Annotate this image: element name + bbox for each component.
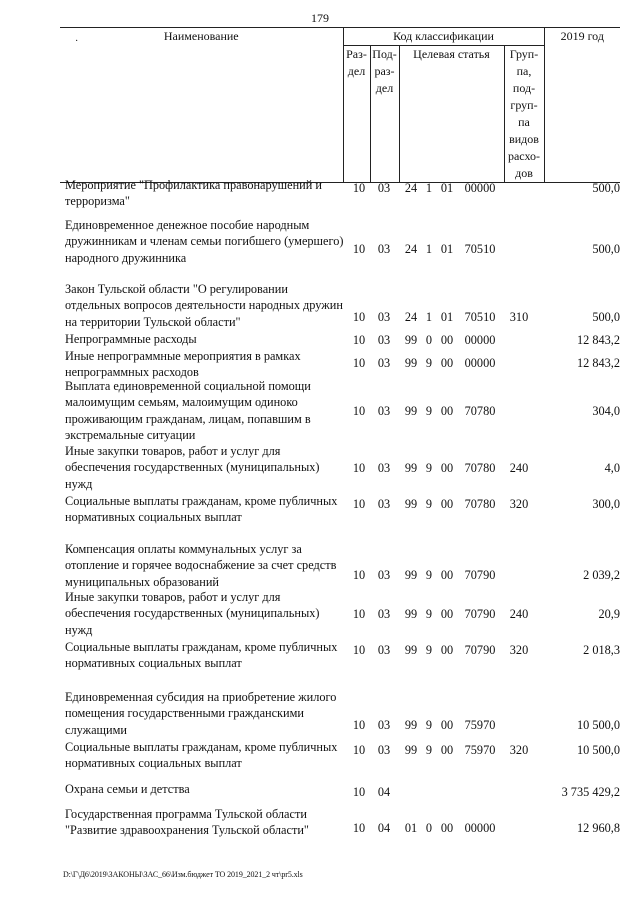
row-expense-group: 320 bbox=[509, 497, 529, 511]
row-name: Закон Тульской области "О регулировании отдельных вопросов деятельности народных дружин на территории Тульской области" bbox=[65, 282, 343, 329]
row-program: 01 bbox=[404, 821, 418, 835]
row-amount: 500,0 bbox=[592, 181, 620, 195]
row-program: 99 bbox=[404, 356, 418, 370]
row-program: 99 bbox=[404, 568, 418, 582]
header-name: Наименование bbox=[60, 28, 343, 183]
row-podrazdel: 03 bbox=[377, 718, 391, 732]
row-amount: 12 843,2 bbox=[576, 356, 620, 370]
row-podrazdel: 04 bbox=[377, 821, 391, 835]
row-direction: 70510 bbox=[464, 310, 496, 324]
table-row bbox=[65, 493, 620, 541]
row-amount: 2 039,2 bbox=[583, 568, 620, 582]
table-row bbox=[65, 739, 620, 781]
row-razdel: 10 bbox=[352, 568, 366, 582]
table-row bbox=[65, 331, 620, 348]
row-event: 00 bbox=[440, 643, 454, 657]
row-podrazdel: 03 bbox=[377, 310, 391, 324]
row-podrazdel: 03 bbox=[377, 568, 391, 582]
row-podrazdel: 03 bbox=[377, 356, 391, 370]
row-podrazdel: 03 bbox=[377, 181, 391, 195]
row-event: 00 bbox=[440, 568, 454, 582]
row-razdel: 10 bbox=[352, 743, 366, 757]
row-expense-group: 310 bbox=[509, 310, 529, 324]
row-direction: 70510 bbox=[464, 242, 496, 256]
page-number: 179 bbox=[311, 11, 329, 25]
row-subprogram: 9 bbox=[425, 743, 433, 757]
row-name: Социальные выплаты гражданам, кроме публичных нормативных социальных выплат bbox=[65, 740, 338, 771]
row-program: 99 bbox=[404, 607, 418, 621]
table-row bbox=[65, 217, 620, 281]
row-program: 99 bbox=[404, 643, 418, 657]
row-amount: 500,0 bbox=[592, 310, 620, 324]
row-amount: 300,0 bbox=[592, 497, 620, 511]
file-path-footer: D:\Г\Д6\2019\ЗАКОНЫ\ЗАС_66\Изм.бюджет ТО 2019_2021_2 чт\pr5.xls bbox=[63, 870, 303, 879]
row-expense-group: 320 bbox=[509, 643, 529, 657]
header-target: Целевая статья bbox=[399, 46, 504, 183]
row-name: Единовременное денежное пособие народным дружинникам и членам семьи погибшего (умершего) народного дружинника bbox=[65, 218, 344, 265]
row-name: Охрана семьи и детства bbox=[65, 782, 190, 796]
row-subprogram: 0 bbox=[425, 332, 433, 347]
row-amount: 4,0 bbox=[604, 461, 620, 475]
table-row bbox=[65, 639, 620, 689]
row-event: 00 bbox=[440, 607, 454, 621]
row-event: 00 bbox=[440, 497, 454, 511]
row-amount: 10 500,0 bbox=[576, 718, 620, 732]
row-razdel: 10 bbox=[352, 718, 366, 732]
row-subprogram: 1 bbox=[425, 181, 433, 195]
row-event: 00 bbox=[440, 403, 454, 418]
row-subprogram: 9 bbox=[425, 356, 433, 370]
row-direction: 75970 bbox=[464, 718, 496, 732]
row-razdel: 10 bbox=[352, 497, 366, 511]
row-name: Выплата единовременной социальной помощи малоимущим семьям, малоимущим одиноко проживающим гражданам, лицам, попавшим в экстремальные ситуации bbox=[65, 379, 311, 442]
row-podrazdel: 03 bbox=[377, 242, 391, 256]
row-subprogram: 9 bbox=[425, 607, 433, 621]
row-name: Государственная программа Тульской области "Развитие здравоохранения Тульской области" bbox=[65, 807, 309, 838]
row-amount: 2 018,3 bbox=[583, 643, 620, 657]
row-subprogram: 9 bbox=[425, 568, 433, 582]
row-program: 99 bbox=[404, 497, 418, 511]
row-amount: 12 960,8 bbox=[576, 821, 620, 835]
row-direction: 70790 bbox=[464, 607, 496, 621]
row-subprogram: 9 bbox=[425, 718, 433, 732]
row-amount: 12 843,2 bbox=[576, 332, 620, 347]
row-name: Социальные выплаты гражданам, кроме публичных нормативных социальных выплат bbox=[65, 494, 338, 525]
row-amount: 20,9 bbox=[598, 607, 620, 621]
row-subprogram: 9 bbox=[425, 643, 433, 657]
row-event: 01 bbox=[440, 310, 454, 324]
table-row bbox=[65, 781, 620, 806]
row-podrazdel: 03 bbox=[377, 607, 391, 621]
row-event: 01 bbox=[440, 242, 454, 256]
row-name: Непрограммные расходы bbox=[65, 332, 197, 346]
row-program: 99 bbox=[404, 718, 418, 732]
row-podrazdel: 03 bbox=[377, 643, 391, 657]
row-program: 24 bbox=[404, 181, 418, 195]
row-event: 00 bbox=[440, 718, 454, 732]
header-razdel: Раз- дел bbox=[343, 46, 370, 183]
row-name: Мероприятие "Профилактика правонарушений и терроризма" bbox=[65, 178, 322, 209]
row-event: 00 bbox=[440, 461, 454, 475]
table-row bbox=[65, 378, 620, 443]
row-podrazdel: 03 bbox=[377, 461, 391, 475]
row-subprogram: 9 bbox=[425, 497, 433, 511]
row-direction: 70780 bbox=[464, 497, 496, 511]
table-row bbox=[65, 177, 620, 217]
table-row bbox=[65, 689, 620, 739]
row-podrazdel: 03 bbox=[377, 332, 391, 347]
table-row bbox=[65, 443, 620, 493]
row-razdel: 10 bbox=[352, 181, 366, 195]
row-event: 01 bbox=[440, 181, 454, 195]
row-direction: 70790 bbox=[464, 568, 496, 582]
row-program: 99 bbox=[404, 332, 418, 347]
row-name: Компенсация оплаты коммунальных услуг за отопление и горячее водоснабжение за счет средств муниципальных образований bbox=[65, 542, 337, 589]
row-subprogram: 0 bbox=[425, 821, 433, 835]
header-year: 2019 год bbox=[544, 28, 620, 183]
row-subprogram: 9 bbox=[425, 461, 433, 475]
row-amount: 304,0 bbox=[592, 403, 620, 418]
row-program: 99 bbox=[404, 461, 418, 475]
row-direction: 70780 bbox=[464, 461, 496, 475]
row-name: Единовременная субсидия на приобретение жилого помещения государственными гражданскими служащими bbox=[65, 690, 337, 737]
row-razdel: 10 bbox=[352, 607, 366, 621]
row-direction: 70780 bbox=[464, 403, 496, 418]
row-podrazdel: 03 bbox=[377, 403, 391, 418]
row-name: Иные непрограммные мероприятия в рамках непрограммных расходов bbox=[65, 349, 301, 380]
row-event: 00 bbox=[440, 332, 454, 347]
row-direction: 00000 bbox=[464, 181, 496, 195]
header-code: Код классификации bbox=[343, 28, 544, 46]
table-row bbox=[65, 806, 620, 842]
row-razdel: 10 bbox=[352, 643, 366, 657]
row-expense-group: 240 bbox=[509, 607, 529, 621]
row-event: 00 bbox=[440, 821, 454, 835]
row-expense-group: 320 bbox=[509, 743, 529, 757]
row-direction: 00000 bbox=[464, 356, 496, 370]
header-group: Груп- па, под- груп- па видов расхо- дов bbox=[504, 46, 544, 183]
row-event: 00 bbox=[440, 743, 454, 757]
row-podrazdel: 04 bbox=[377, 785, 391, 799]
table-row bbox=[65, 541, 620, 589]
row-direction: 00000 bbox=[464, 821, 496, 835]
row-event: 00 bbox=[440, 356, 454, 370]
row-amount: 3 735 429,2 bbox=[561, 785, 620, 799]
scan-marker: · bbox=[75, 36, 79, 47]
table-row bbox=[65, 281, 620, 331]
row-subprogram: 9 bbox=[425, 403, 433, 418]
row-program: 24 bbox=[404, 310, 418, 324]
row-razdel: 10 bbox=[352, 242, 366, 256]
table-row bbox=[65, 348, 620, 378]
row-podrazdel: 03 bbox=[377, 743, 391, 757]
row-amount: 500,0 bbox=[592, 242, 620, 256]
row-direction: 75970 bbox=[464, 743, 496, 757]
row-direction: 70790 bbox=[464, 643, 496, 657]
row-razdel: 10 bbox=[352, 821, 366, 835]
row-direction: 00000 bbox=[464, 332, 496, 347]
row-razdel: 10 bbox=[352, 403, 366, 418]
row-subprogram: 1 bbox=[425, 242, 433, 256]
table-header bbox=[60, 27, 620, 183]
table-row bbox=[65, 589, 620, 639]
row-program: 24 bbox=[404, 242, 418, 256]
row-razdel: 10 bbox=[352, 310, 366, 324]
row-razdel: 10 bbox=[352, 785, 366, 799]
header-podrazdel: Под- раз- дел bbox=[370, 46, 399, 183]
row-program: 99 bbox=[404, 743, 418, 757]
row-amount: 10 500,0 bbox=[576, 743, 620, 757]
row-expense-group: 240 bbox=[509, 461, 529, 475]
row-razdel: 10 bbox=[352, 332, 366, 347]
row-name: Иные закупки товаров, работ и услуг для обеспечения государственных (муниципальных) нужд bbox=[65, 444, 320, 491]
table-body bbox=[65, 177, 620, 842]
row-razdel: 10 bbox=[352, 356, 366, 370]
row-subprogram: 1 bbox=[425, 310, 433, 324]
row-podrazdel: 03 bbox=[377, 497, 391, 511]
row-razdel: 10 bbox=[352, 461, 366, 475]
row-program: 99 bbox=[404, 403, 418, 418]
row-name: Иные закупки товаров, работ и услуг для обеспечения государственных (муниципальных) нужд bbox=[65, 590, 320, 637]
row-name: Социальные выплаты гражданам, кроме публичных нормативных социальных выплат bbox=[65, 640, 338, 671]
